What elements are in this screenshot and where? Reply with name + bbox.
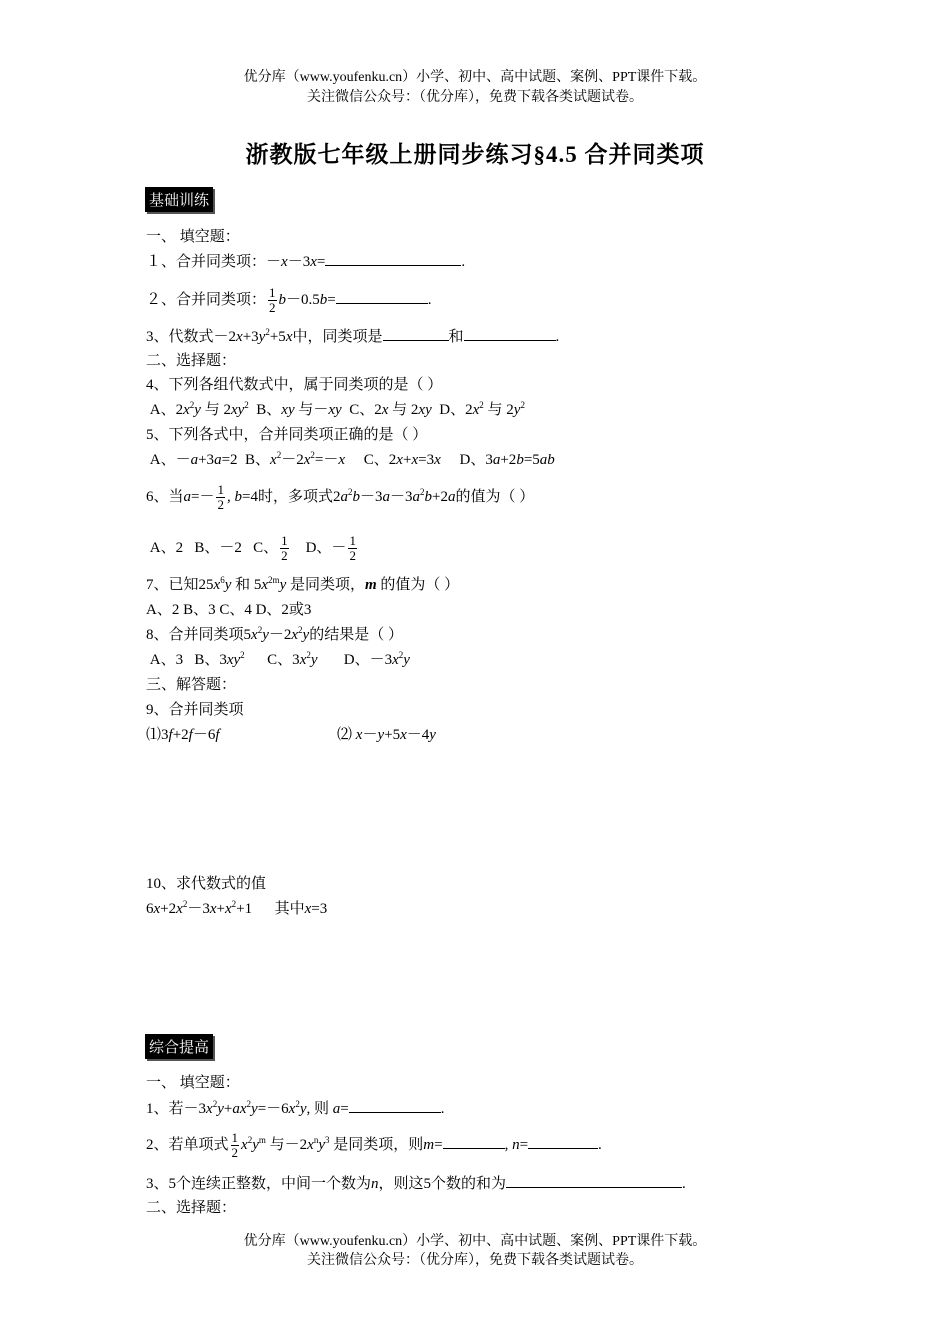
- adv-q3-suffix: ，则这5个数的和为: [378, 1176, 507, 1192]
- fill-heading-1: 一、 填空题：: [146, 229, 240, 245]
- answer-heading-1: 三、解答题：: [146, 677, 237, 693]
- q6-suffix: 的值为（ ）: [455, 488, 535, 505]
- fraction-half: $\frac{1}{2}$: [217, 482, 224, 512]
- q3-mid: 中，同类项是: [292, 329, 383, 345]
- q3-prefix: 3、代数式: [146, 329, 214, 345]
- answer-blank[interactable]: [383, 326, 449, 341]
- adv-question-3: 3、5个连续正整数，中间一个数为n，则这5个数的和为 .: [146, 1173, 686, 1194]
- adv-q1-prefix: 1、若: [146, 1101, 184, 1117]
- header-line-2: 关注微信公众号：（优分库），免费下载各类试题试卷。: [307, 90, 643, 105]
- question-8: 8、合并同类项$5x^2y-2x^2y$的结果是（ ）: [146, 625, 403, 643]
- question-9-parts: ⑴3f+2f－6f ⑵ x－y+5x－4y: [146, 727, 436, 743]
- q1-prefix: １、合并同类项：: [146, 254, 267, 270]
- fraction-half: $\frac{1}{2}$: [231, 1130, 239, 1160]
- question-9: 9、合并同类项: [146, 702, 244, 718]
- footer-line-2: 关注微信公众号：（优分库），免费下载各类试题试卷。: [307, 1253, 643, 1268]
- question-8-options: A、3 B、$3xy^2$ C、$3x^2y$ D、$-3x^2y$: [146, 650, 410, 668]
- q7-and: 和: [235, 577, 251, 593]
- adv-question-1: 1、若$-3x^2y+ax^2y=-6x^2y$, 则 a= .: [146, 1099, 445, 1117]
- adv-q2-prefix: 2、若单项式: [146, 1136, 229, 1153]
- q6-mid: 时，多项式: [257, 488, 333, 505]
- q3-and: 和: [448, 329, 464, 345]
- header-line-1: 优分库（www.youfenku.cn）小学、初中、高中试题、案例、PPT课件下载。: [243, 70, 707, 85]
- page-title: 浙教版七年级上册同步练习§4.5 合并同类项: [245, 142, 705, 167]
- fill-heading-2: 一、 填空题：: [146, 1075, 240, 1091]
- answer-blank[interactable]: [349, 1098, 441, 1113]
- footer-line-1: 优分库（www.youfenku.cn）小学、初中、高中试题、案例、PPT课件下载。: [243, 1234, 707, 1249]
- question-4-options: A、$2x^2y$ 与 $2xy^2$ B、xy 与－xy C、2x 与 2xy D、$2x^2$ 与 $2y^2$: [146, 400, 525, 418]
- question-7: 7、已知$25x^6y$ 和 $5x^{2m}y$ 是同类项，m 的值为（ ）: [146, 575, 460, 593]
- adv-q2-mid: 与: [269, 1136, 285, 1153]
- question-5: 5、下列各式中，合并同类项正确的是（ ）: [146, 427, 428, 443]
- q10-where: 其中: [274, 901, 305, 917]
- q8-suffix: 的结果是（ ）: [309, 627, 403, 643]
- question-6: 6、当a=－ $\frac{1}{2}$ , b=4时，多项式$2a^2b-3a-3a^2b+2a$的值为（ ）: [146, 482, 535, 512]
- adv-q3-text: 3、5个连续正整数，中间一个数为: [146, 1176, 372, 1192]
- question-6-options: A、2 B、－2 C、 $\frac{1}{2}$ D、－ $\frac{1}{2}$: [146, 533, 356, 563]
- question-5-options: A、－a+3a=2 B、$x^2-2x^2=-x$ C、2x+x=3x D、3a+2b=5ab: [146, 450, 555, 468]
- q7-prefix: 7、已知: [146, 577, 199, 593]
- q8-prefix: 8、合并同类项: [146, 627, 244, 643]
- adv-q2-suffix: 是同类项，则: [333, 1136, 424, 1153]
- q7-suffix: 是同类项，: [289, 577, 365, 593]
- question-1: １、合并同类项：－x－3x= .: [146, 251, 465, 272]
- question-10-expr: $6x+2x^2-3x+x^2+1$ 其中x=3: [146, 899, 328, 917]
- answer-blank[interactable]: [325, 251, 461, 266]
- choice-heading-2: 二、选择题：: [146, 1200, 237, 1216]
- adv-question-2: 2、若单项式 $\frac{1}{2}$ $x^2y^m$ 与$-2x^ny^3$ 是同类项，则m= , n= .: [146, 1130, 602, 1160]
- section-tag-basic: 基础训练: [145, 187, 213, 212]
- fraction-half: $\frac{1}{2}$: [269, 285, 276, 315]
- answer-blank[interactable]: [336, 289, 428, 304]
- q9-b-label: ⑵: [337, 727, 353, 743]
- fraction-half: $\frac{1}{2}$: [349, 533, 356, 563]
- section-tag-advanced: 综合提高: [145, 1034, 213, 1059]
- q7-end: 的值为（ ）: [380, 577, 460, 593]
- q6-prefix: 6、当: [146, 488, 184, 505]
- answer-blank[interactable]: [528, 1134, 598, 1149]
- question-4: 4、下列各组代数式中，属于同类项的是（ ）: [146, 377, 443, 393]
- choice-heading-1: 二、选择题：: [146, 353, 237, 369]
- answer-blank[interactable]: [443, 1134, 505, 1149]
- question-7-options: A、2 B、3 C、4 D、2或3: [146, 602, 312, 618]
- question-10: 10、求代数式的值: [146, 876, 267, 892]
- fraction-half: $\frac{1}{2}$: [281, 533, 288, 563]
- answer-blank[interactable]: [464, 326, 556, 341]
- question-2: ２、合并同类项： $\frac{1}{2}$ b－0.5b= .: [146, 285, 432, 315]
- question-3: 3、代数式$-2x+3y^2+5x$中，同类项是 和 .: [146, 327, 560, 345]
- answer-blank[interactable]: [506, 1173, 682, 1188]
- q9-a-label: ⑴: [146, 727, 162, 743]
- q2-prefix: ２、合并同类项：: [146, 291, 267, 308]
